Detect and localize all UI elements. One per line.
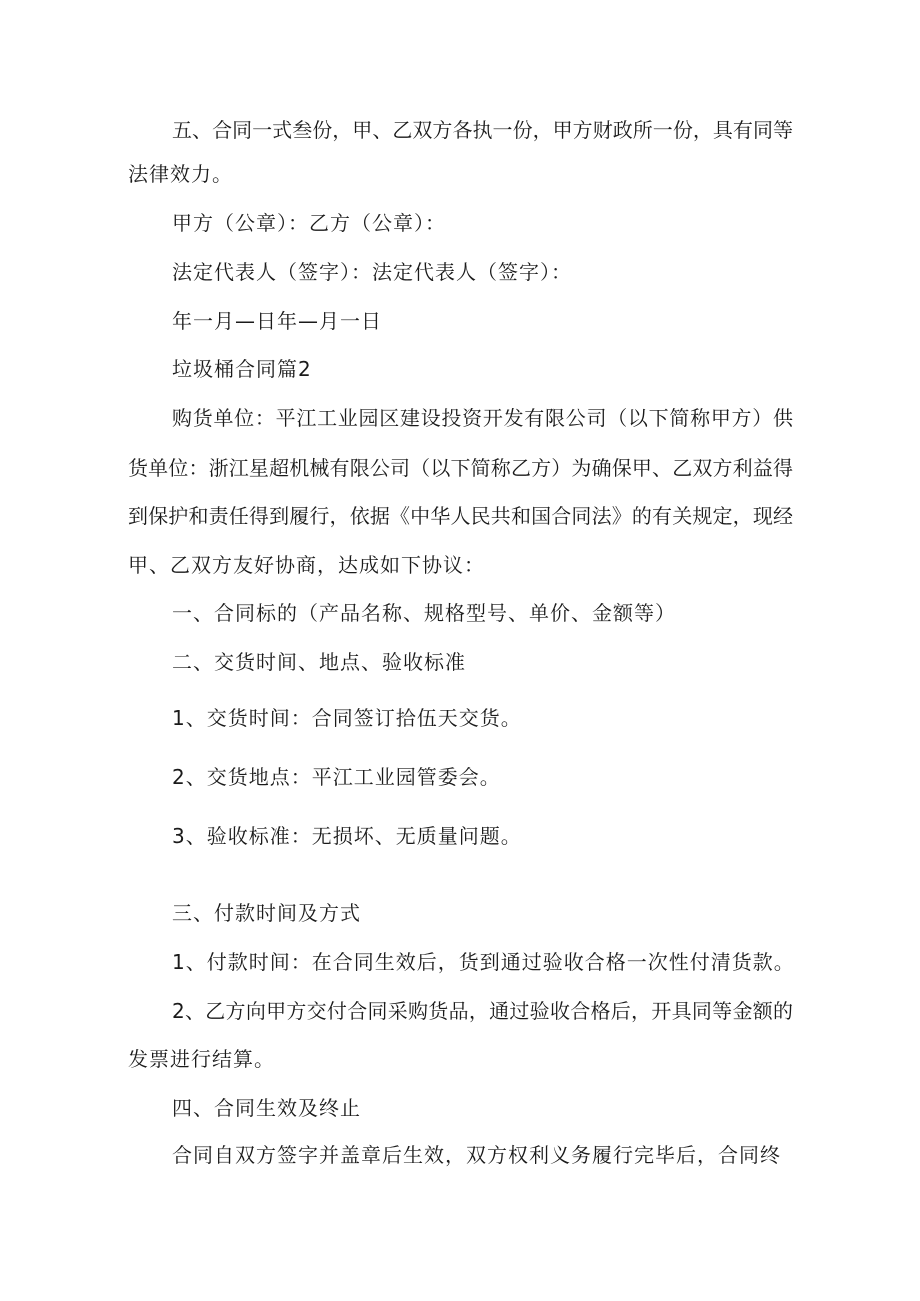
section-three-heading: 三、付款时间及方式: [172, 901, 361, 925]
clause-five-line-1: 五、合同一式叁份，甲、乙双方各执一份，甲方财政所一份，具有同等: [172, 118, 793, 142]
party-seal-line: 甲方（公章）：乙方（公章）：: [172, 211, 446, 235]
payment-time-item: 1、付款时间：在合同生效后，货到通过验收合格一次性付清货款。: [172, 950, 795, 974]
legal-rep-signature-line: 法定代表人（签字）：法定代表人（签字）：: [172, 260, 572, 284]
acceptance-standard-item: 3、验收标准：无损坏、无质量问题。: [172, 824, 522, 848]
section-four-heading: 四、合同生效及终止: [172, 1096, 361, 1120]
clause-five-line-2: 法律效力。: [128, 162, 233, 186]
date-line: 年一月—日年—月一日: [172, 309, 382, 333]
delivery-place-item: 2、交货地点：平江工业园管委会。: [172, 765, 501, 789]
section-one-heading: 一、合同标的（产品名称、规格型号、单价、金额等）: [172, 601, 676, 625]
effect-termination-paragraph: 合同自双方签字并盖章后生效，双方权利义务履行完毕后，合同终: [172, 1143, 781, 1167]
invoice-item-line-1: 2、乙方向甲方交付合同采购货品，通过验收合格后，开具同等金额的: [172, 999, 793, 1023]
invoice-item-line-2: 发票进行结算。: [128, 1047, 275, 1071]
section-two-heading: 二、交货时间、地点、验收标准: [172, 650, 466, 674]
intro-paragraph-line-4: 甲、乙双方友好协商，达成如下协议：: [128, 553, 485, 577]
intro-paragraph-line-2: 货单位：浙江星超机械有限公司（以下简称乙方）为确保甲、乙双方利益得: [128, 456, 793, 480]
delivery-time-item: 1、交货时间：合同签订拾伍天交货。: [172, 706, 522, 730]
intro-paragraph-line-3: 到保护和责任得到履行，依据《中华人民共和国合同法》的有关规定，现经: [128, 504, 793, 528]
intro-paragraph-line-1: 购货单位：平江工业园区建设投资开发有限公司（以下简称甲方）供: [172, 406, 793, 430]
contract-part-heading: 垃圾桶合同篇2: [172, 357, 312, 381]
